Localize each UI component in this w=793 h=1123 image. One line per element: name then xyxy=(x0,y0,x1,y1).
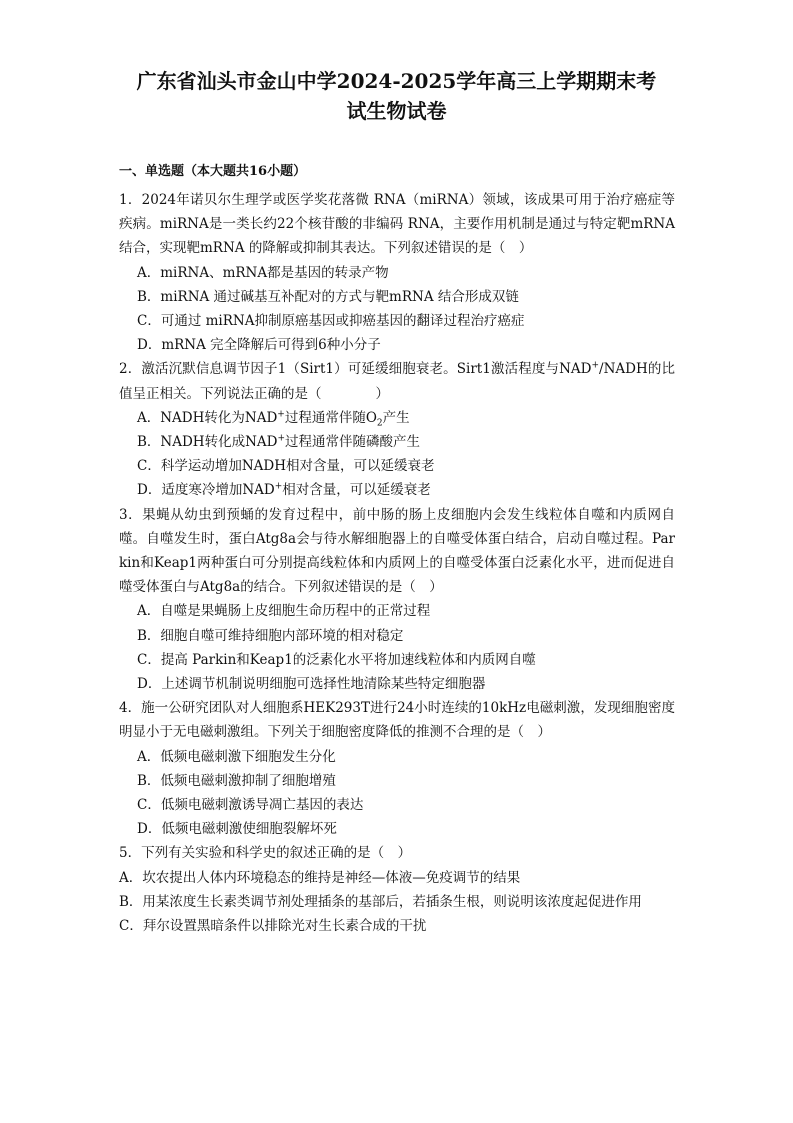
option-a: A．自噬是果蝇肠上皮细胞生命历程中的正常过程 xyxy=(137,603,431,620)
question-4 xyxy=(119,696,675,841)
title-line-2: 试生物试卷 xyxy=(346,99,447,123)
option-text: A．NADH转化为NAD xyxy=(137,409,278,426)
stem-text: /NADH的比值呈正相关。下列说法正确的是（ ） xyxy=(119,361,675,402)
option-b xyxy=(119,430,675,454)
document-title xyxy=(100,66,693,126)
option-text: B．NADH转化成NAD xyxy=(137,434,278,451)
option-c: C．提高 Parkin和Keap1的泛素化水平将加速线粒体和内质网自噬 xyxy=(137,651,536,668)
option-c xyxy=(119,454,675,478)
option-b: B．细胞自噬可维持细胞内部环境的相对稳定 xyxy=(137,627,404,644)
option-d: D．mRNA 完全降解后可得到6种小分子 xyxy=(137,337,381,354)
options-list xyxy=(119,599,675,696)
question-stem xyxy=(119,357,675,405)
option-text: 相对含量，可以延缓衰老 xyxy=(282,482,431,499)
option-text: 过程通常伴随磷酸产生 xyxy=(285,434,421,451)
option-c: C．拜尔设置黑暗条件以排除光对生长素合成的干扰 xyxy=(119,918,427,935)
option-b: B．miRNA 通过碱基互补配对的方式与靶mRNA 结合形成双链 xyxy=(137,288,519,305)
option-b: B．低频电磁刺激抑制了细胞增殖 xyxy=(137,772,336,789)
question-stem: 5．下列有关实验和科学史的叙述正确的是（ ） xyxy=(119,845,412,862)
option-a: A．miRNA、mRNA都是基因的转录产物 xyxy=(137,264,389,281)
question-3 xyxy=(119,503,675,697)
option-d xyxy=(119,478,675,502)
option-d: D．低频电磁刺激使细胞裂解坏死 xyxy=(137,821,337,838)
question-2 xyxy=(119,357,675,502)
question-stem: 1．2024年诺贝尔生理学或医学奖花落微 RNA（miRNA）领域，该成果可用于治疗癌症等疾病。miRNA是一类长约22个核苷酸的非编码 RNA，主要作用机制是通过与特定靶mRNA 结合，实现靶mRNA 的降解或抑制其表达。下列叙述错误的是（ ） xyxy=(119,192,675,257)
superscript: + xyxy=(277,433,286,444)
title-line-1: 广东省汕头市金山中学2024-2025学年高三上学期期末考 xyxy=(136,69,657,93)
option-a xyxy=(119,406,675,430)
superscript: + xyxy=(277,409,285,420)
option-b: B．用某浓度生长素类调节剂处理插条的基部后，若插条生根，则说明该浓度起促进作用 xyxy=(119,893,642,910)
question-stem: 4．施一公研究团队对人细胞系HEK293T进行24小时连续的10kHz电磁刺激，发现细胞密度明显小于无电磁刺激组。下列关于细胞密度降低的推测不合理的是（ ） xyxy=(119,700,675,741)
option-d: D．上述调节机制说明细胞可选择性地清除某些特定细胞器 xyxy=(137,676,486,693)
option-a: A．坎农提出人体内环境稳态的维持是神经—体液—免疫调节的结果 xyxy=(119,869,521,886)
subscript: 2 xyxy=(376,418,383,429)
option-text: 过程通常伴随O xyxy=(284,409,377,426)
option-text: 产生 xyxy=(382,409,410,426)
question-stem: 3．果蝇从幼虫到预蛹的发育过程中，前中肠的肠上皮细胞内会发生线粒体自噬和内质网自噬。自噬发生时，蛋白Atg8a会与待水解细胞器上的自噬受体蛋白结合，启动自噬过程。Parkin和Keap1两种蛋白可分别提高线粒体和内质网上的自噬受体蛋白泛素化水平，进而促进自噬受体蛋白与Atg8a的结合。下列叙述错误的是（ ） xyxy=(119,506,675,596)
option-c: C．可通过 miRNA抑制原癌基因或抑癌基因的翻译过程治疗癌症 xyxy=(137,313,525,330)
option-text: C．科学运动增加NADH相对含量，可以延缓衰老 xyxy=(137,458,435,475)
question-5 xyxy=(119,841,675,938)
options-list xyxy=(119,406,675,503)
options-list xyxy=(119,866,675,939)
questions-list xyxy=(119,188,675,938)
options-list xyxy=(119,261,675,358)
superscript: + xyxy=(591,360,600,371)
section-heading: 一、单选题（本大题共16小题） xyxy=(119,164,307,179)
options-list xyxy=(119,745,675,842)
superscript: + xyxy=(274,481,283,492)
option-text: D．适度寒冷增加NAD xyxy=(137,482,275,499)
option-a: A．低频电磁刺激下细胞发生分化 xyxy=(137,748,336,765)
stem-text: 2．激活沉默信息调节因子1（Sirt1）可延缓细胞衰老。Sirt1激活程度与NAD xyxy=(119,361,592,378)
question-1 xyxy=(119,188,675,357)
option-c: C．低频电磁刺激诱导凋亡基因的表达 xyxy=(137,797,364,814)
